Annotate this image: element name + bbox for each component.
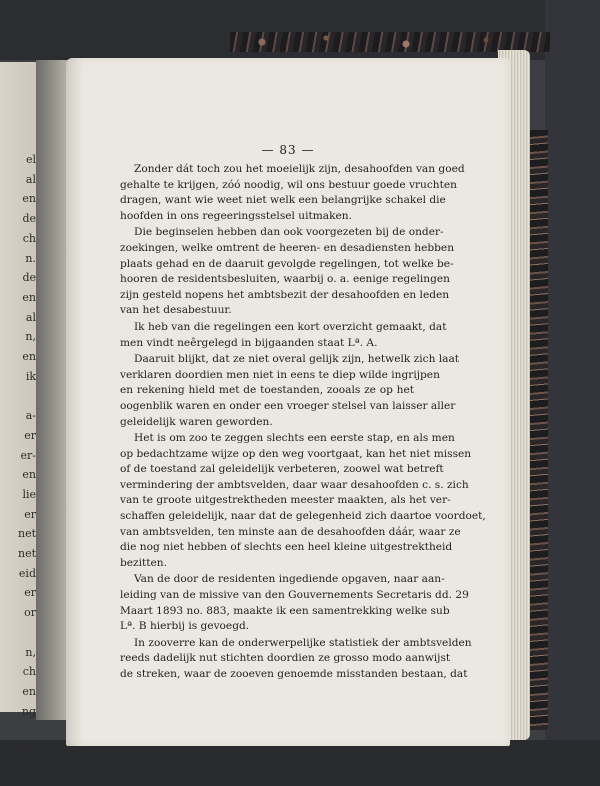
background-right (545, 0, 600, 786)
fragment-text: en (22, 468, 36, 482)
fragment-text: net (17, 547, 36, 561)
text-line: de streken, waar de zooeven genoemde misstanden bestaan, dat (120, 668, 468, 680)
fragment-text: el (25, 153, 36, 166)
text-line: Het is om zoo te zeggen slechts een eerste stap, en als men (134, 432, 455, 445)
text-line: plaats gehad en de daaruit gevolgde regelingen, tot welke be- (120, 257, 454, 270)
text-line: verklaren doordien men niet in eens te diep wilde ingrijpen (120, 368, 440, 381)
paragraph (120, 162, 465, 224)
fragment-text: or (24, 606, 36, 620)
fragment-text: er (24, 586, 36, 600)
paragraph (120, 352, 460, 430)
fragment-text (0, 623, 36, 643)
fragment-text: en (22, 290, 36, 304)
text-line: vermindering der ambtsvelden, daar waar desahoofden c. s. zich (120, 478, 469, 491)
text-line: schaffen geleidelijk, naar dat de gelegenheid zich daartoe voordoet, (120, 510, 486, 523)
fragment-text: a- (25, 409, 36, 423)
paragraph (120, 431, 486, 571)
text-line: men vindt neêrgelegd in bijgaanden staat Lª. A. (120, 336, 378, 349)
fragment-text: en (22, 684, 36, 698)
text-line: leiding van de missive van den Gouvernements Secretaris dd. 29 (120, 589, 469, 602)
fragment-text: eid (18, 566, 36, 580)
fragment-text: ers (18, 744, 36, 758)
text-line: die nog niet hebben of slechts een heel kleine uitgestrektheid (120, 541, 453, 554)
paragraph (120, 225, 455, 319)
page-number: — 83 — (261, 143, 315, 157)
book-spine-shadow (36, 60, 70, 720)
fragment-text: en (22, 192, 36, 206)
text-line: Daaruit blijkt, dat ze niet overal gelijk zijn, hetwelk zich laat (134, 353, 460, 366)
page-body-text (120, 162, 486, 684)
text-line: dragen, want wie weet niet welk een belangrijke schakel die (120, 194, 446, 207)
text-line: Die beginselen hebben dan ook voorgezeten bij de onder- (134, 226, 444, 239)
marbled-cover-right (530, 130, 548, 730)
fragment-text: n, (25, 330, 36, 344)
text-line: Zonder dát toch zou het moeielijk zijn, desahoofden van goed (134, 163, 465, 175)
fragment-text: ng (21, 704, 36, 718)
fragment-text: ch (22, 665, 36, 679)
text-line: van ambtsvelden, ten minste aan de desahoofden dáár, waar ze (120, 525, 461, 538)
text-line: Van de door de residenten ingediende opgaven, naar aan- (134, 573, 445, 586)
text-line: oogenblik waren en onder een vroeger stelsel van laisser aller (120, 399, 456, 412)
text-line: zijn gesteld nopens het ambtsbezit der desahoofden en leden (120, 288, 450, 301)
text-line: hoofden in ons regeeringsstelsel uitmaken. (120, 209, 352, 222)
page-gutter-shadow (66, 58, 84, 746)
fragment-text: n, (25, 645, 36, 659)
text-line: Ik heb van die regelingen een kort overzicht gemaakt, dat (134, 320, 447, 333)
fragment-text: ik (25, 369, 36, 383)
text-line: gehalte te krijgen, zóó noodig, wil ons bestuur goede vruchten (120, 178, 457, 191)
text-line: hooren de residentsbesluiten, waarbij o. a. eenige regelingen (120, 273, 451, 286)
text-line: en rekening hield met de toestanden, zooals ze op het (120, 384, 414, 397)
text-line: Maart 1893 no. 883, maakte ik een samentrekking welke sub (120, 604, 450, 617)
previous-page-text-fragments (0, 150, 36, 761)
text-line: In zooverre kan de onderwerpelijke statistiek der ambtsvelden (134, 636, 472, 649)
text-line: van het desabestuur. (120, 304, 232, 317)
text-line: of de toestand zal geleidelijk verbeteren, zoowel wat betreft (120, 463, 444, 476)
text-line: van te groote uitgestrektheden meester maakten, als het ver- (120, 494, 451, 507)
fragment-text: de (22, 212, 36, 226)
background-bottom (0, 740, 600, 786)
marbled-cover-top (230, 32, 550, 52)
text-line: op bedachtzame wijze op den weg voortgaat, kan het niet missen (120, 447, 472, 460)
fragment-text: n. (25, 251, 36, 265)
text-line: reeds dadelijk nut stichten doordien ze grosso modo aanwijst (120, 652, 451, 665)
paragraph (120, 320, 447, 351)
paragraph (120, 572, 469, 634)
fragment-text: lie (22, 487, 36, 501)
fragment-text: en (22, 350, 36, 364)
fragment-text: net (17, 527, 36, 541)
fragment-text: ch (22, 231, 36, 245)
text-line: Lª. B hierbij is gevoegd. (120, 620, 250, 633)
fragment-text: er (24, 428, 36, 442)
fragment-text: de (22, 271, 36, 285)
fragment-text: er- (20, 448, 36, 462)
fragment-text: al (25, 310, 36, 324)
fragment-text (0, 721, 36, 741)
text-line: geleidelijk waren geworden. (120, 415, 273, 428)
text-line: zoekingen, welke omtrent de heeren- en desadiensten hebben (120, 241, 455, 254)
fragment-text: al (25, 172, 36, 186)
paragraph (120, 636, 472, 683)
fragment-text: er (24, 507, 36, 521)
fragment-text (0, 386, 36, 406)
text-line: bezitten. (120, 556, 167, 569)
